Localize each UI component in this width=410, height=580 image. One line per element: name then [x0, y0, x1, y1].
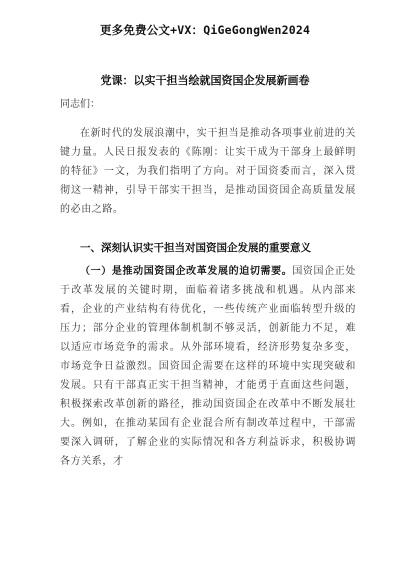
- section-heading: 一、深刻认识实干担当对国资国企发展的重要意义: [80, 242, 311, 254]
- paragraph-intro: [60, 124, 356, 219]
- paragraph-section-1-text: 国资国企正处于改革发展的关键时期，面临着诸多挑战和机遇。从内部来看，企业的产业结构有待优化，一些传统产业面临转型升级的压力；部分企业的管理体制机制不够灵活，创新能力不足，难以适应市场竞争的需求。从外部环境看，经济形势复杂多变，市场竞争日益激烈。国资国企需要在这样的环境中实现突破和发展。只有干部真正实干担当精神，才能勇于直面这些问题，积极探索改革创新的路径，推动国资国企在改革中不断发展壮大。例如，在推动某国有企业混合所有制改革过程中，干部需要深入调研，了解企业的实际情况和各方利益诉求，积极协调各方关系，才: [60, 266, 356, 467]
- sub-heading: （一）是推动国资国企改革发展的迫切需要。: [80, 266, 293, 277]
- paragraph-section-1: [60, 262, 356, 471]
- promo-header: 更多免费公文+VX：QiGeGongWen2024: [99, 23, 311, 37]
- paragraph-intro-text: 在新时代的发展浪潮中，实干担当是推动各项事业前进的关键力量。人民日报发表的《陈刚：让实干成为干部身上最鲜明的特征》一文，为我们指明了方向。对于国资委而言，深入贯彻这一精神，引导干部实干担当，是推动国资国企高质量发展的必由之路。: [60, 128, 356, 215]
- salutation: 同志们：: [60, 99, 100, 110]
- document-title: 党课：以实干担当绘就国资国企发展新画卷: [100, 74, 310, 87]
